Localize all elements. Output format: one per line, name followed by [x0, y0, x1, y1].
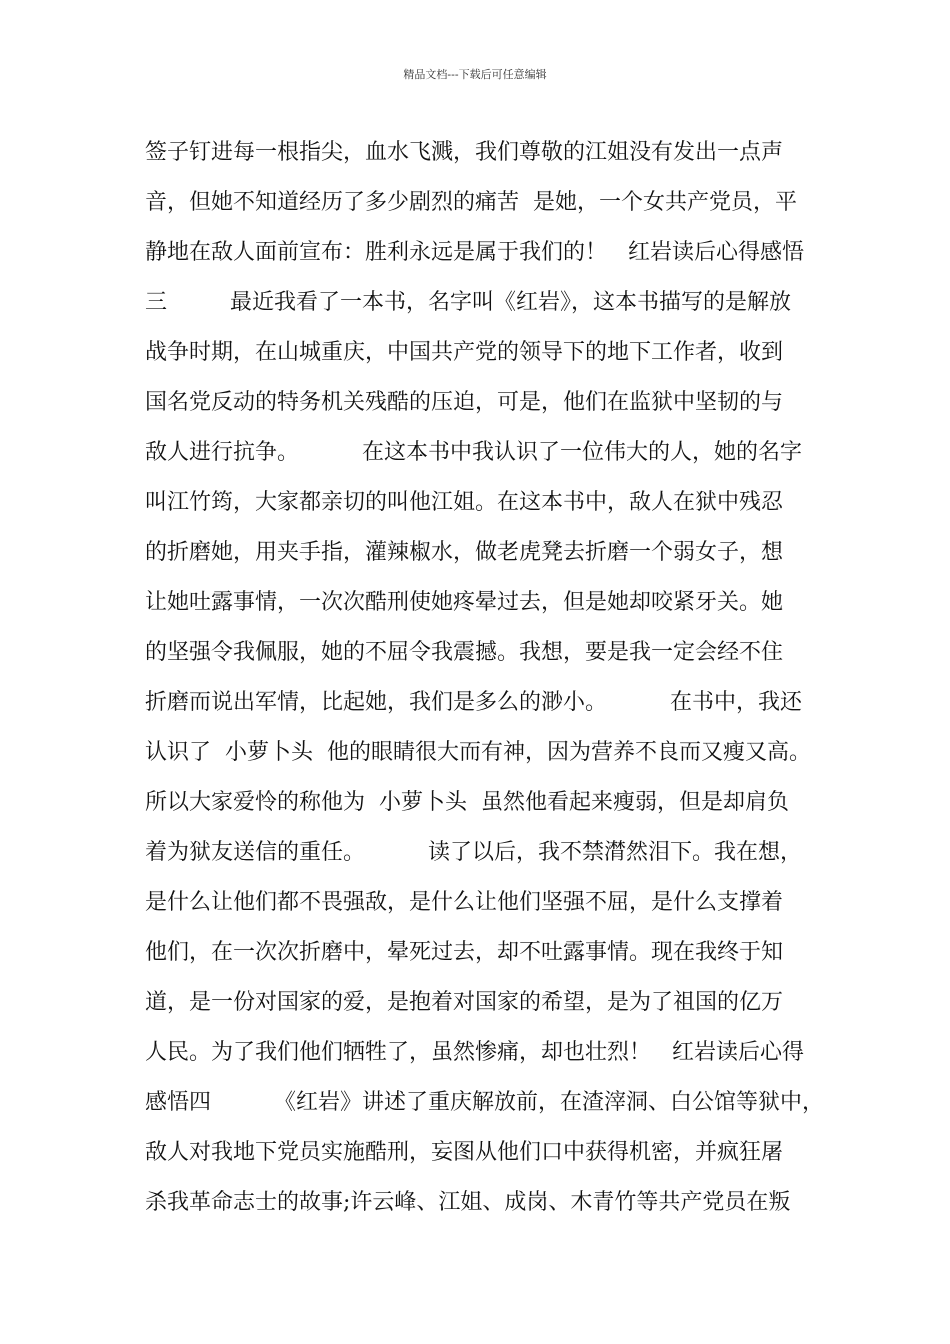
text-line: 的坚强令我佩服，她的不屈令我震撼。我想，要是我一定会经不住 — [145, 640, 784, 665]
text-line: 杀我革命志士的故事;许云峰、江姐、成岗、木青竹等共产党员在叛 — [145, 1190, 791, 1215]
text-line: 敌人进行抗争。 在这本书中我认识了一位伟大的人，她的名字 — [145, 440, 802, 465]
text-line: 的折磨她，用夹手指，灌辣椒水，做老虎凳去折磨一个弱女子，想 — [145, 540, 784, 565]
text-line: 签子钉进每一根指尖，血水飞溅，我们尊敬的江姐没有发出一点声 — [145, 140, 784, 165]
body-text — [145, 128, 835, 1228]
text-line: 国名党反动的特务机关残酷的压迫，可是，他们在监狱中坚韧的与 — [145, 390, 784, 415]
text-line: 感悟四 《红岩》讲述了重庆解放前，在渣滓洞、白公馆等狱中， — [145, 1090, 824, 1115]
text-line: 让她吐露事情，一次次酷刑使她疼晕过去，但是她却咬紧牙关。她 — [145, 590, 784, 615]
text-line: 他们，在一次次折磨中，晕死过去，却不吐露事情。现在我终于知 — [145, 940, 784, 965]
text-line: 战争时期，在山城重庆，中国共产党的领导下的地下工作者，收到 — [145, 340, 784, 365]
text-line: 人民。为了我们他们牺牲了，虽然惨痛，却也壮烈！ 红岩读后心得 — [145, 1040, 804, 1065]
text-line: 着为狱友送信的重任。 读了以后，我不禁潸然泪下。我在想， — [145, 840, 802, 865]
text-line: 道，是一份对国家的爱，是抱着对国家的希望，是为了祖国的亿万 — [145, 990, 784, 1015]
text-line: 三 最近我看了一本书，名字叫《红岩》，这本书描写的是解放 — [145, 290, 791, 315]
text-line: 静地在敌人面前宣布：胜利永远是属于我们的！ 红岩读后心得感悟 — [145, 240, 804, 265]
text-line: 所以大家爱怜的称他为 小萝卜头 虽然他看起来瘦弱，但是却肩负 — [145, 790, 789, 815]
page-header: 精品文档---下载后可任意编辑 — [403, 68, 547, 81]
text-line: 认识了 小萝卜头 他的眼睛很大而有神，因为营养不良而又瘦又高。 — [145, 740, 811, 765]
text-line: 折磨而说出军情，比起她，我们是多么的渺小。 在书中，我还 — [145, 690, 802, 715]
text-line: 是什么让他们都不畏强敌，是什么让他们坚强不屈，是什么支撑着 — [145, 890, 784, 915]
text-line: 叫江竹筠，大家都亲切的叫他江姐。在这本书中，敌人在狱中残忍 — [145, 490, 784, 515]
text-line: 敌人对我地下党员实施酷刑，妄图从他们口中获得机密，并疯狂屠 — [145, 1140, 784, 1165]
text-line: 音，但她不知道经历了多少剧烈的痛苦 是她，一个女共产党员，平 — [145, 190, 797, 215]
